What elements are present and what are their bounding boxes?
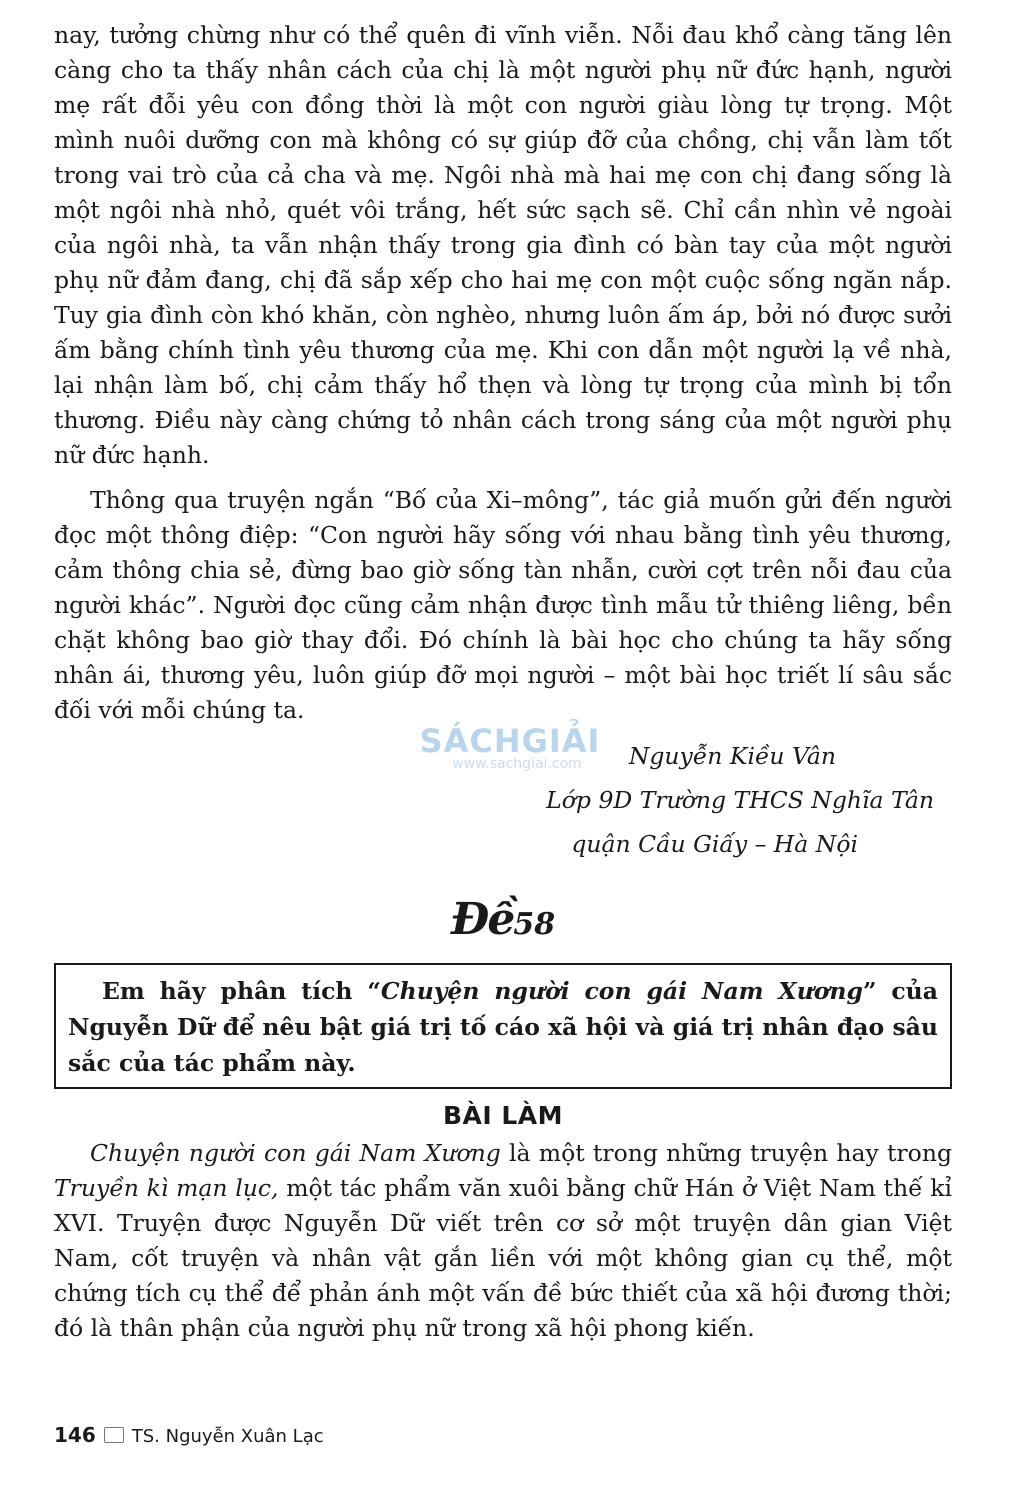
prompt-text-1: Em hãy phân tích “ (102, 977, 381, 1005)
exercise-title-prefix: Đề (450, 894, 514, 945)
signature-name: Nguyễn Kiều Vân (628, 742, 836, 770)
watermark-url: www.sachgiai.com (452, 756, 582, 772)
answer-collection-title: Truyền kì mạn lục, (54, 1174, 279, 1202)
prompt-work-title: Chuyện người con gái Nam Xương (380, 977, 863, 1005)
signature-district: quận Cầu Giấy – Hà Nội (571, 830, 858, 858)
body-paragraph-1: nay, tưởng chừng như có thể quên đi vĩnh viễn. Nỗi đau khổ càng tăng lên càng cho ta thấy nhân cách của chị là một người phụ nữ đức hạnh, người mẹ rất đỗi yêu con đồng thời là một con người giàu lòng tự trọng. Một mình nuôi dưỡng con mà không có sự giúp đỡ của chồng, chị vẫn làm tốt trong vai trò của cả cha và mẹ. Ngôi nhà mà hai mẹ con chị đang sống là một ngôi nhà nhỏ, quét vôi trắng, hết sức sạch sẽ. Chỉ cần nhìn vẻ ngoài của ngôi nhà, ta vẫn nhận thấy trong gia đình có bàn tay của một người phụ nữ đảm đang, chị đã sắp xếp cho hai mẹ con một cuộc sống ngăn nắp. Tuy gia đình còn khó khăn, còn nghèo, nhưng luôn ấm áp, bởi nó được sưởi ấm bằng chính tình yêu thương của mẹ. Khi con dẫn một người lạ về nhà, lại nhận làm bố, chị cảm thấy hổ thẹn và lòng tự trọng của mình bị tổn thương. Điều này càng chứng tỏ nhân cách trong sáng của một người phụ nữ đức hạnh. (54, 21, 952, 469)
exercise-title-number: 58 (513, 907, 556, 942)
page-footer (54, 1423, 324, 1447)
answer-text-2: một tác phẩm văn xuôi bằng chữ Hán ở Việt Nam thế kỉ XVI. Truyện được Nguyễn Dữ viết trên cơ sở một truyện dân gian Việt Nam, cốt truyện và nhân vật gắn liền với một không gian cụ thể, một chứng tích cụ thể để phản ánh một vấn đề bức thiết của xã hội đương thời; đó là thân phận của người phụ nữ trong xã hội phong kiến. (54, 1174, 952, 1342)
watermark-logo: SÁCHGIẢI (419, 722, 601, 760)
footer-author: TS. Nguyễn Xuân Lạc (131, 1426, 324, 1447)
answer-work-title: Chuyện người con gái Nam Xương (90, 1139, 501, 1167)
answer-paragraph (54, 1136, 952, 1346)
body-paragraph-2: Thông qua truyện ngắn “Bố của Xi–mông”, tác giả muốn gửi đến người đọc một thông điệp: “Con người hãy sống với nhau bằng tình yêu thương, cảm thông chia sẻ, đừng bao giờ sống tàn nhẫn, cười cợt trên nỗi đau của người khác”. Người đọc cũng cảm nhận được tình mẫu tử thiêng liêng, bền chặt không bao giờ thay đổi. Đó chính là bài học cho chúng ta hãy sống nhân ái, thương yêu, luôn giúp đỡ mọi người – một bài học triết lí sâu sắc đối với mỗi chúng ta. (54, 486, 952, 724)
book-page (54, 18, 952, 1346)
exercise-title (54, 894, 952, 945)
book-icon (104, 1427, 124, 1443)
page-number: 146 (54, 1423, 96, 1447)
exercise-prompt-box (54, 963, 952, 1089)
answer-text-1: là một trong những truyện hay trong (500, 1139, 952, 1167)
answer-heading: BÀI LÀM (442, 1101, 564, 1130)
signature-class-school: Lớp 9D Trường THCS Nghĩa Tân (546, 786, 934, 814)
prompt-text-2: ” của Nguyễn Dữ để nêu bật giá trị tố cáo xã hội và giá trị nhân đạo sâu sắc của tác phẩm này. (68, 977, 938, 1077)
signature-block (54, 734, 952, 866)
